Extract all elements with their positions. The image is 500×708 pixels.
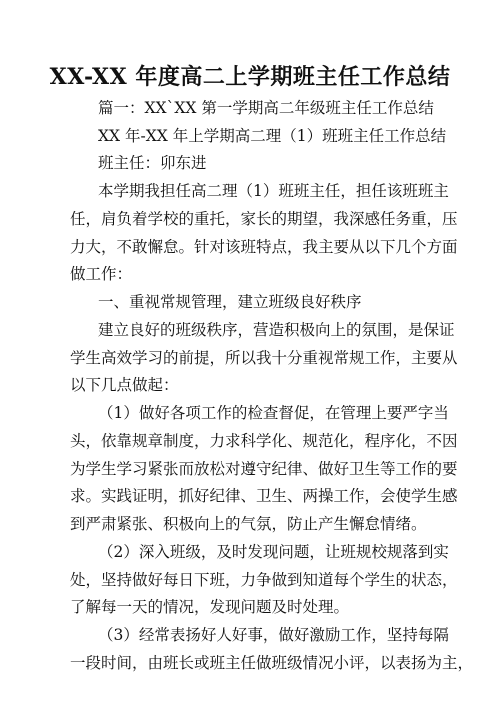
text-line: 力大，不敢懈怠。针对该班特点，我主要从以下几个方面 [70,238,458,256]
text-line: （2）深入班级，及时发现问题，让班规校规落到实 [98,543,449,561]
text-line: XX 年-XX 年上学期高二理（1）班班主任工作总结 [98,127,447,145]
text-line: 处，坚持做好每日下班，力争做到知道每个学生的状态， [70,571,458,589]
text-line: 了解每一天的情况，发现问题及时处理。 [70,598,350,616]
text-line: 任，肩负着学校的重托，家长的期望，我深感任务重，压 [70,210,458,228]
text-line: 学生高效学习的前提，所以我十分重视常规工作，主要从 [70,349,458,367]
text-line: 篇一：XX`XX 第一学期高二年级班主任工作总结 [98,99,434,117]
text-line: 本学期我担任高二理（1）班班主任，担任该班班主 [98,182,449,200]
text-line: 做工作： [70,265,133,283]
text-line: 为学生学习紧张而放松对遵守纪律、做好卫生等工作的要 [70,460,458,478]
text-line: 班主任：卯东进 [98,154,207,172]
text-line: （1）做好各项工作的检查督促，在管理上要严字当 [98,404,449,422]
text-line: 一段时间，由班长或班主任做班级情况小评，以表扬为主， [70,654,474,672]
text-line: 求。实践证明，抓好纪律、卫生、两操工作，会使学生感 [70,487,458,505]
document-title: XX-XX 年度高二上学期班主任工作总结 [49,64,451,90]
text-line: 到严肃紧张、积极向上的气氛，防止产生懈怠情绪。 [70,515,427,533]
text-line: 建立良好的班级秩序，营造积极向上的氛围，是保证 [98,321,455,339]
section-heading: 一、重视常规管理，建立班级良好秩序 [98,293,362,311]
text-line: （3）经常表扬好人好事，做好激励工作，坚持每隔 [98,626,449,644]
text-line: 以下几点做起： [70,376,179,394]
text-line: 头，依靠规章制度，力求科学化、规范化，程序化，不因 [70,432,458,450]
